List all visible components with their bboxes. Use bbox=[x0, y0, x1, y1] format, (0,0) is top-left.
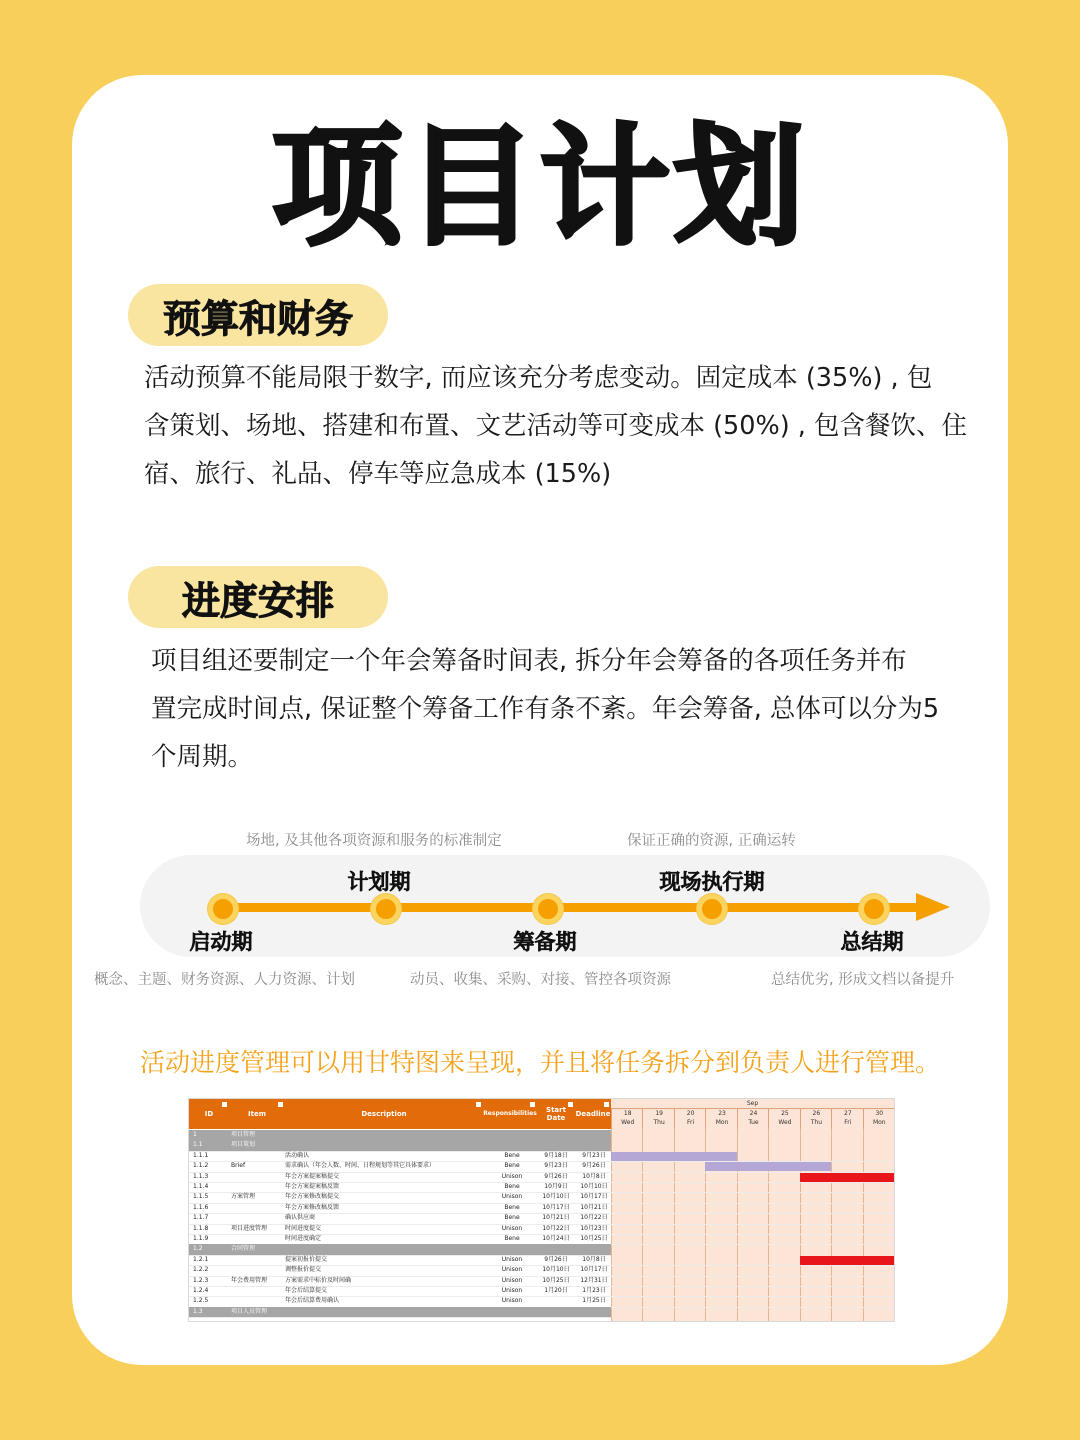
gantt-cell-id: 1 bbox=[193, 1131, 197, 1138]
gantt-cell-item: 项目管理 bbox=[231, 1131, 256, 1138]
timeline-note-execute: 保证正确的资源, 正确运转 bbox=[627, 833, 796, 849]
timeline-dot bbox=[208, 894, 238, 924]
gantt-cell-start: 1月20日 bbox=[544, 1287, 568, 1294]
gantt-day-header: 23 Mon bbox=[705, 1109, 737, 1129]
gantt-cell-id: 1.1.2 bbox=[193, 1162, 209, 1170]
gantt-caption: 活动进度管理可以用甘特图来呈现，并且将任务拆分到负责人进行管理。 bbox=[139, 1048, 940, 1077]
gantt-header-start: Start Date bbox=[537, 1099, 575, 1129]
gantt-cell-resp: Unison bbox=[501, 1276, 523, 1284]
phase-plan: 计划期 bbox=[347, 870, 411, 894]
gantt-cell-desc: 方案需求中标价及时间确 bbox=[285, 1276, 352, 1284]
gantt-cell-item: 合同管理 bbox=[231, 1245, 256, 1253]
gantt-cell-desc: 年会方案修改稿提交 bbox=[285, 1193, 340, 1201]
gantt-cell-id: 1.1.1 bbox=[193, 1151, 209, 1159]
gantt-bar bbox=[611, 1152, 737, 1161]
gantt-cell-id: 1.2.1 bbox=[193, 1255, 209, 1263]
phase-execute: 现场执行期 bbox=[659, 870, 765, 894]
timeline-dot bbox=[533, 894, 563, 924]
gantt-cell-desc: 调整报价提交 bbox=[285, 1266, 322, 1274]
gantt-cell-end: 1月23日 bbox=[582, 1287, 606, 1294]
gantt-cell-start: 10月21日 bbox=[542, 1214, 570, 1222]
gantt-day-header: 25 Wed bbox=[768, 1109, 800, 1129]
section-heading-schedule: 进度安排 bbox=[128, 566, 388, 628]
schedule-paragraph bbox=[151, 637, 939, 781]
gantt-cell-item: Brief bbox=[231, 1162, 246, 1170]
gantt-day-header: 24 Tue bbox=[737, 1109, 769, 1129]
timeline-note-plan: 场地, 及其他各项资源和服务的标准制定 bbox=[246, 833, 502, 849]
gantt-cell-desc: 年会方案修改稿反馈 bbox=[285, 1203, 340, 1211]
gantt-cell-end: 10月8日 bbox=[582, 1172, 606, 1180]
gantt-month: Sep bbox=[611, 1099, 894, 1109]
gantt-cell-id: 1.2 bbox=[193, 1245, 203, 1253]
gantt-cell-resp: Unison bbox=[501, 1297, 523, 1305]
gantt-cell-id: 1.1.9 bbox=[193, 1235, 209, 1242]
gantt-cell-resp: Bene bbox=[504, 1151, 520, 1159]
timeline-note-prepare: 动员、收集、采购、对接、管控各项资源 bbox=[410, 972, 671, 988]
gantt-cell-start: 10月10日 bbox=[542, 1266, 570, 1274]
timeline-dot bbox=[697, 894, 727, 924]
gantt-cell-start: 10月24日 bbox=[542, 1235, 570, 1242]
gantt-header-id: ID bbox=[189, 1099, 229, 1129]
gantt-day-header: 30 Mon bbox=[863, 1109, 895, 1129]
gantt-cell-id: 1.2.2 bbox=[193, 1266, 209, 1274]
budget-paragraph bbox=[144, 354, 967, 498]
schedule-line: 个周期。 bbox=[151, 742, 254, 772]
gantt-bar bbox=[705, 1162, 831, 1171]
gantt-cell-desc: 年会方案提案稿提交 bbox=[285, 1172, 340, 1180]
timeline-note-summary: 总结优劣, 形成文档以备提升 bbox=[771, 972, 955, 988]
gantt-cell-end: 9月23日 bbox=[582, 1151, 606, 1159]
timeline-note-start: 概念、主题、财务资源、人力资源、计划 bbox=[94, 972, 355, 988]
gantt-cell-id: 1.1 bbox=[193, 1141, 203, 1149]
gantt-cell-item: 年会费用管理 bbox=[231, 1276, 268, 1284]
page-title: 项目计划 bbox=[271, 111, 808, 263]
section-heading-budget: 预算和财务 bbox=[128, 284, 388, 346]
gantt-cell-end: 10月23日 bbox=[580, 1224, 608, 1232]
gantt-day-header: 27 Fri bbox=[831, 1109, 863, 1129]
gantt-cell-resp: Unison bbox=[501, 1193, 523, 1201]
budget-line: 活动预算不能局限于数字, 而应该充分考虑变动。固定成本 (35%) , 包 bbox=[144, 363, 933, 393]
gantt-bar bbox=[800, 1256, 894, 1265]
gantt-cell-end: 10月8日 bbox=[582, 1255, 606, 1263]
gantt-bar bbox=[800, 1173, 894, 1182]
gantt-header-item: Item bbox=[229, 1099, 285, 1129]
gantt-cell-resp: Bene bbox=[504, 1235, 520, 1242]
gantt-cell-id: 1.2.3 bbox=[193, 1276, 209, 1284]
gantt-day-header: 18 Wed bbox=[611, 1109, 643, 1129]
gantt-day-header: 19 Thu bbox=[642, 1109, 674, 1129]
gantt-cell-desc: 时间进度确定 bbox=[285, 1235, 322, 1242]
gantt-cell-end: 10月10日 bbox=[580, 1183, 608, 1190]
gantt-cell-start: 10月9日 bbox=[544, 1183, 568, 1190]
timeline-dot bbox=[371, 894, 401, 924]
gantt-cell-start: 10月10日 bbox=[542, 1193, 570, 1201]
gantt-cell-item: 项目策划 bbox=[231, 1141, 256, 1149]
gantt-cell-desc: 年会后结算提交 bbox=[285, 1287, 328, 1294]
gantt-cell-id: 1.1.7 bbox=[193, 1214, 209, 1222]
gantt-cell-desc: 时间进度提交 bbox=[285, 1224, 322, 1232]
timeline-arrow-icon bbox=[916, 893, 950, 921]
gantt-cell-start: 9月26日 bbox=[544, 1172, 568, 1180]
phase-start: 启动期 bbox=[189, 930, 253, 954]
timeline-dot bbox=[859, 894, 889, 924]
gantt-cell-start: 9月23日 bbox=[544, 1162, 568, 1170]
gantt-cell-start: 9月26日 bbox=[544, 1255, 568, 1263]
gantt-cell-start: 10月22日 bbox=[542, 1224, 570, 1232]
gantt-cell-desc: 活动确认 bbox=[285, 1151, 310, 1159]
gantt-cell-resp: Bene bbox=[504, 1183, 520, 1190]
gantt-cell-start: 10月25日 bbox=[542, 1276, 570, 1284]
gantt-cell-end: 10月22日 bbox=[580, 1214, 608, 1222]
phase-prepare: 筹备期 bbox=[513, 930, 577, 954]
gantt-day-header: 26 Thu bbox=[800, 1109, 832, 1129]
gantt-header bbox=[189, 1099, 611, 1129]
gantt-cell-resp: Bene bbox=[504, 1203, 520, 1211]
gantt-cell-desc: 确认供应商 bbox=[285, 1214, 316, 1222]
gantt-cell-end: 10月25日 bbox=[580, 1235, 608, 1242]
schedule-line: 置完成时间点, 保证整个筹备工作有条不紊。年会筹备, 总体可以分为5 bbox=[151, 694, 940, 724]
gantt-cell-end: 1月25日 bbox=[582, 1297, 606, 1305]
gantt-cell-end: 9月26日 bbox=[582, 1162, 606, 1170]
gantt-cell-start: 9月18日 bbox=[544, 1151, 568, 1159]
gantt-header-deadline: Deadline bbox=[575, 1099, 611, 1129]
gantt-cell-resp: Unison bbox=[501, 1287, 523, 1294]
gantt-cell-id: 1.2.4 bbox=[193, 1287, 209, 1294]
gantt-cell-resp: Unison bbox=[501, 1255, 523, 1263]
gantt-cell-end: 10月21日 bbox=[580, 1203, 608, 1211]
gantt-header-responsibilities: Responsibilities bbox=[483, 1099, 537, 1129]
gantt-cell-id: 1.1.5 bbox=[193, 1193, 209, 1201]
gantt-cell-item: 项目人员管理 bbox=[231, 1307, 268, 1315]
gantt-cell-item: 方案管理 bbox=[231, 1193, 256, 1201]
gantt-cell-start: 10月17日 bbox=[542, 1203, 570, 1211]
gantt-cell-end: 10月17日 bbox=[580, 1193, 608, 1201]
schedule-line: 项目组还要制定一个年会筹备时间表, 拆分年会筹备的各项任务并布 bbox=[151, 646, 907, 676]
gantt-cell-resp: Unison bbox=[501, 1266, 523, 1274]
timeline-line bbox=[212, 903, 922, 912]
gantt-cell-desc: 年会后结算费用确认 bbox=[285, 1297, 340, 1305]
budget-line: 宿、旅行、礼品、停车等应急成本 (15%) bbox=[144, 459, 612, 489]
gantt-cell-id: 1.1.4 bbox=[193, 1183, 209, 1190]
gantt-cell-desc: 年会方案提案稿反馈 bbox=[285, 1183, 340, 1190]
budget-line: 含策划、场地、搭建和布置、文艺活动等可变成本 (50%) , 包含餐饮、住 bbox=[144, 411, 967, 441]
gantt-group-row bbox=[189, 1307, 611, 1318]
gantt-cell-id: 1.1.8 bbox=[193, 1224, 209, 1232]
gantt-chart bbox=[188, 1098, 895, 1322]
gantt-header-description: Description bbox=[285, 1099, 483, 1129]
gantt-cell-item: 项目进度管理 bbox=[231, 1224, 268, 1232]
gantt-cell-desc: 提案初报价提交 bbox=[285, 1255, 328, 1263]
gantt-cell-end: 12月31日 bbox=[580, 1276, 608, 1284]
gantt-cell-resp: Unison bbox=[501, 1224, 523, 1232]
gantt-cell-id: 1.1.3 bbox=[193, 1172, 209, 1180]
gantt-cell-resp: Unison bbox=[501, 1172, 523, 1180]
phase-summary: 总结期 bbox=[840, 930, 904, 954]
gantt-cell-end: 10月17日 bbox=[580, 1266, 608, 1274]
gantt-cell-desc: 需求确认（年会人数、时间、日程规划等其它具体要求） bbox=[285, 1162, 436, 1170]
gantt-cell-id: 1.1.6 bbox=[193, 1203, 209, 1211]
gantt-cell-resp: Bene bbox=[504, 1214, 520, 1222]
gantt-cell-resp: Bene bbox=[504, 1162, 520, 1170]
gantt-cell-id: 1.3 bbox=[193, 1307, 203, 1315]
gantt-day-header: 20 Fri bbox=[674, 1109, 706, 1129]
gantt-cell-id: 1.2.5 bbox=[193, 1297, 209, 1305]
